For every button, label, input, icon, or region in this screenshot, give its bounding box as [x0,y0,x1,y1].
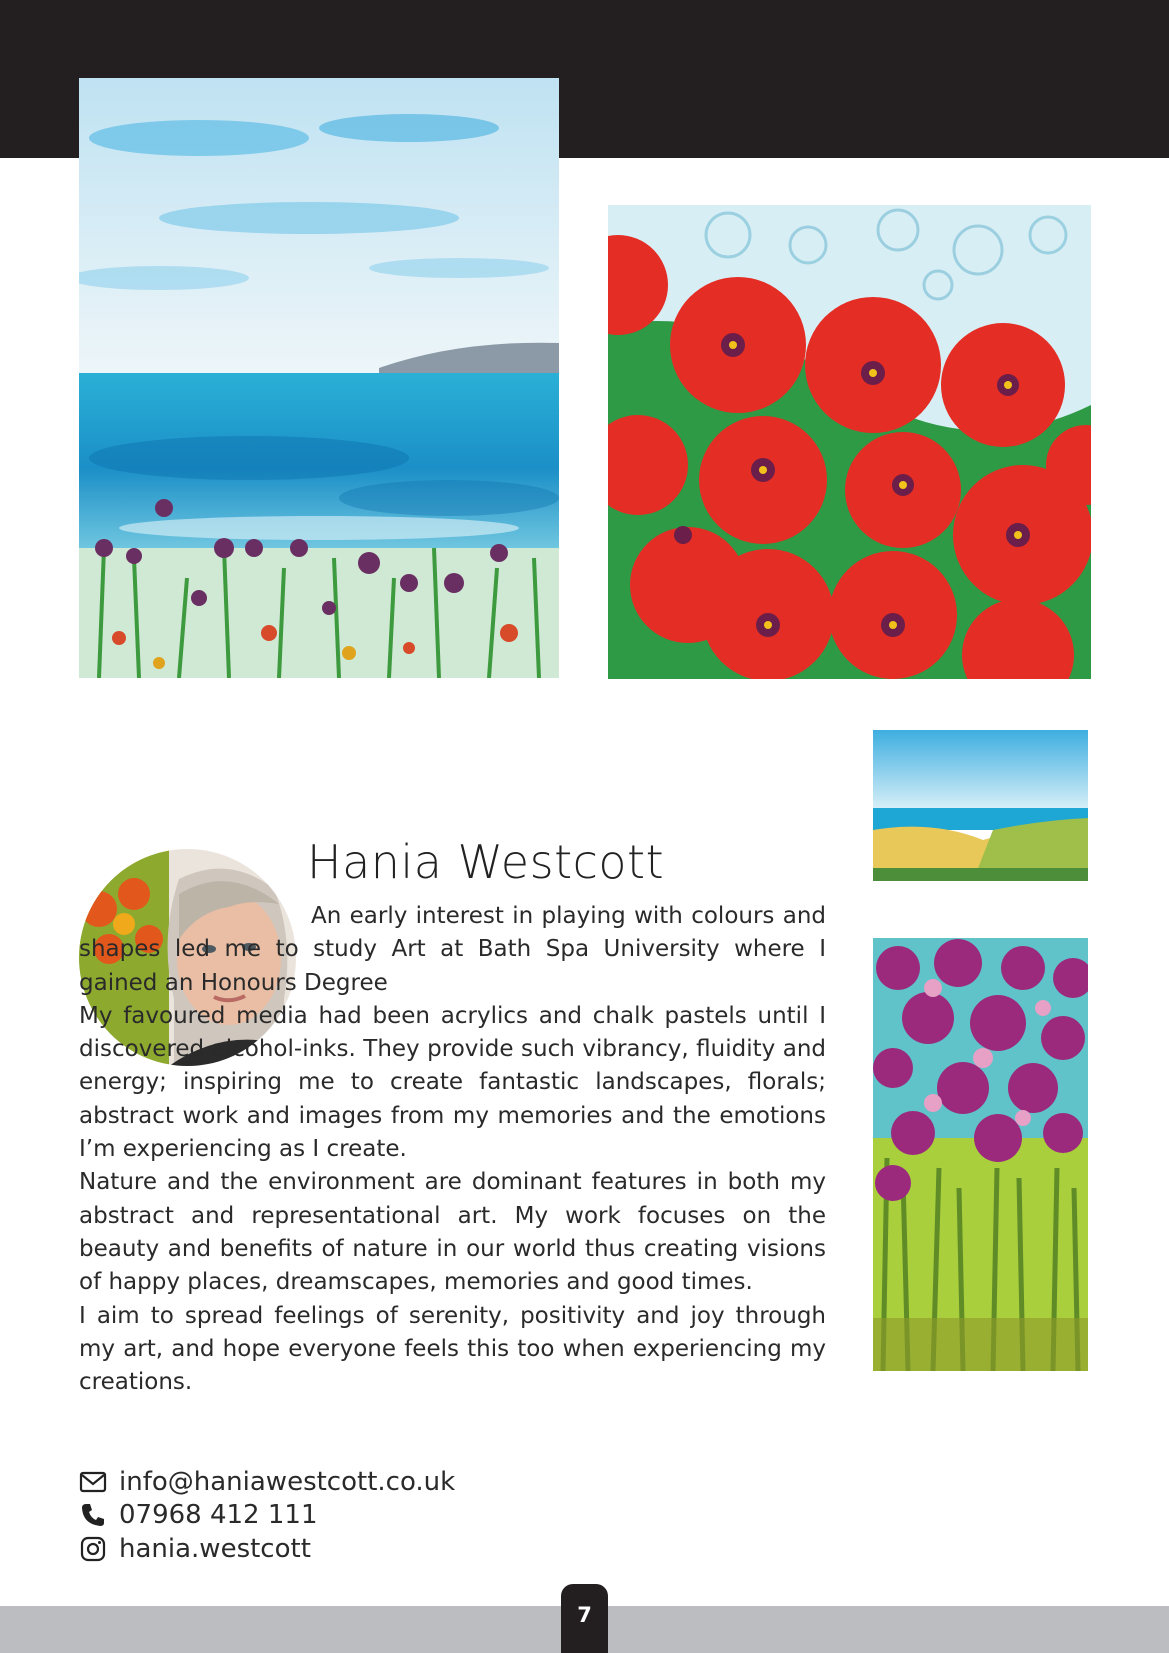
page-number: 7 [561,1584,608,1653]
artwork-poppies [608,205,1091,679]
instagram-handle[interactable]: hania.westcott [119,1533,311,1564]
artist-name: Hania Westcott [307,835,665,889]
phone-icon [79,1501,107,1529]
instagram-icon [79,1535,107,1563]
bio-paragraph-1: An early interest in playing with colours and shapes led me to study Art at Bath Spa University where I gained an Honours Degree [79,903,826,996]
contact-instagram[interactable] [79,1532,499,1566]
artwork-purple-flowers [873,938,1088,1371]
bio-paragraph-3: Nature and the environment are dominant features in both my abstract and representational art. My work focuses on the beauty and benefits of nature in our world thus creating visions of happy places, dreamscapes, memories and good times. [79,1169,826,1296]
artist-bio [79,900,826,1399]
bio-paragraph-4: I aim to spread feelings of serenity, positivity and joy through my art, and hope everyone feels this too when experiencing my creations. [79,1302,826,1396]
artwork-seascape [79,78,559,678]
artwork-beach [873,730,1088,881]
contact-phone[interactable] [79,1499,499,1533]
phone-number[interactable]: 07968 412 111 [119,1500,318,1531]
bio-paragraph-2: My favoured media had been acrylics and chalk pastels until I discovered alcohol-inks. They provide such vibrancy, fluidity and energy; inspiring me to create fantastic landscapes, florals; abstract work and images from my memories and the emotions I’m experiencing as I create. [79,1002,826,1163]
email-link[interactable]: info@haniawestcott.co.uk [119,1466,456,1497]
envelope-icon [79,1468,107,1496]
contact-email[interactable] [79,1465,499,1499]
bio-wrap-spacer [79,900,311,901]
contact-list [79,1465,499,1566]
